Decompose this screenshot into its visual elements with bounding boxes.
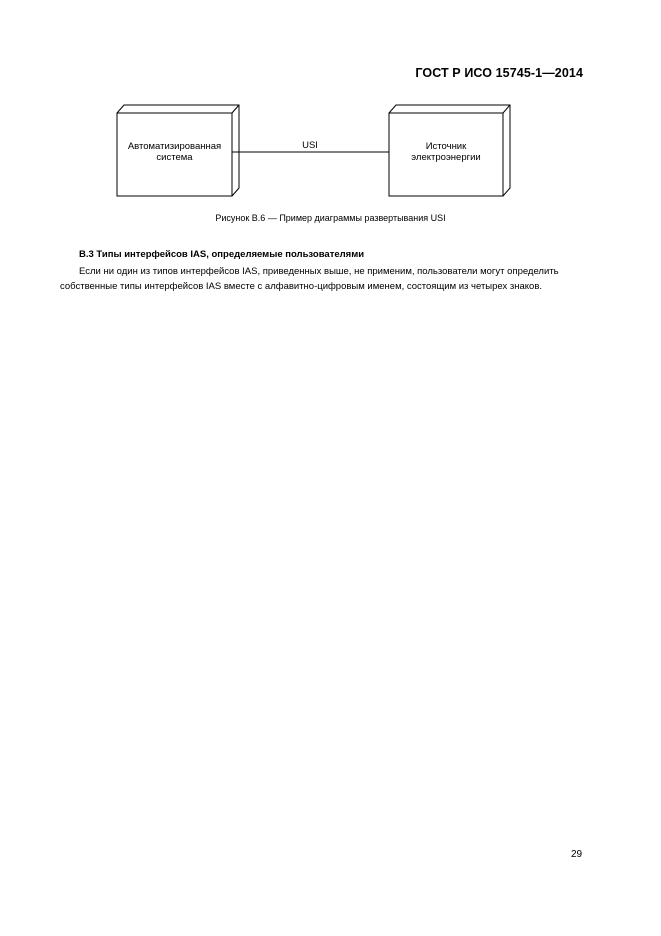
right-node-label <box>389 141 503 163</box>
right-node-label-line1: Источник <box>425 141 467 152</box>
left-node-label-line1: Автоматизированная <box>127 141 222 152</box>
left-node-label <box>117 141 232 163</box>
connector-label: USI <box>302 140 318 151</box>
figure-caption: Рисунок В.6 — Пример диаграммы развертывания USI <box>215 213 446 223</box>
right-node-label-line2: электроэнергии <box>411 152 481 163</box>
left-node-label-line2: система <box>156 152 193 163</box>
document-header: ГОСТ Р ИСО 15745-1—2014 <box>415 66 583 80</box>
section-paragraph: Если ни один из типов интерфейсов IAS, приведенных выше, не применим, пользователи могут определить собственные типы интерфейсов IAS вместе с алфавитно-цифровым именем, состоящим из четырех знаков. <box>60 266 559 292</box>
deployment-diagram <box>0 0 661 240</box>
page-number: 29 <box>571 849 583 860</box>
section-title: В.3 Типы интерфейсов IAS, определяемые пользователями <box>79 249 365 260</box>
